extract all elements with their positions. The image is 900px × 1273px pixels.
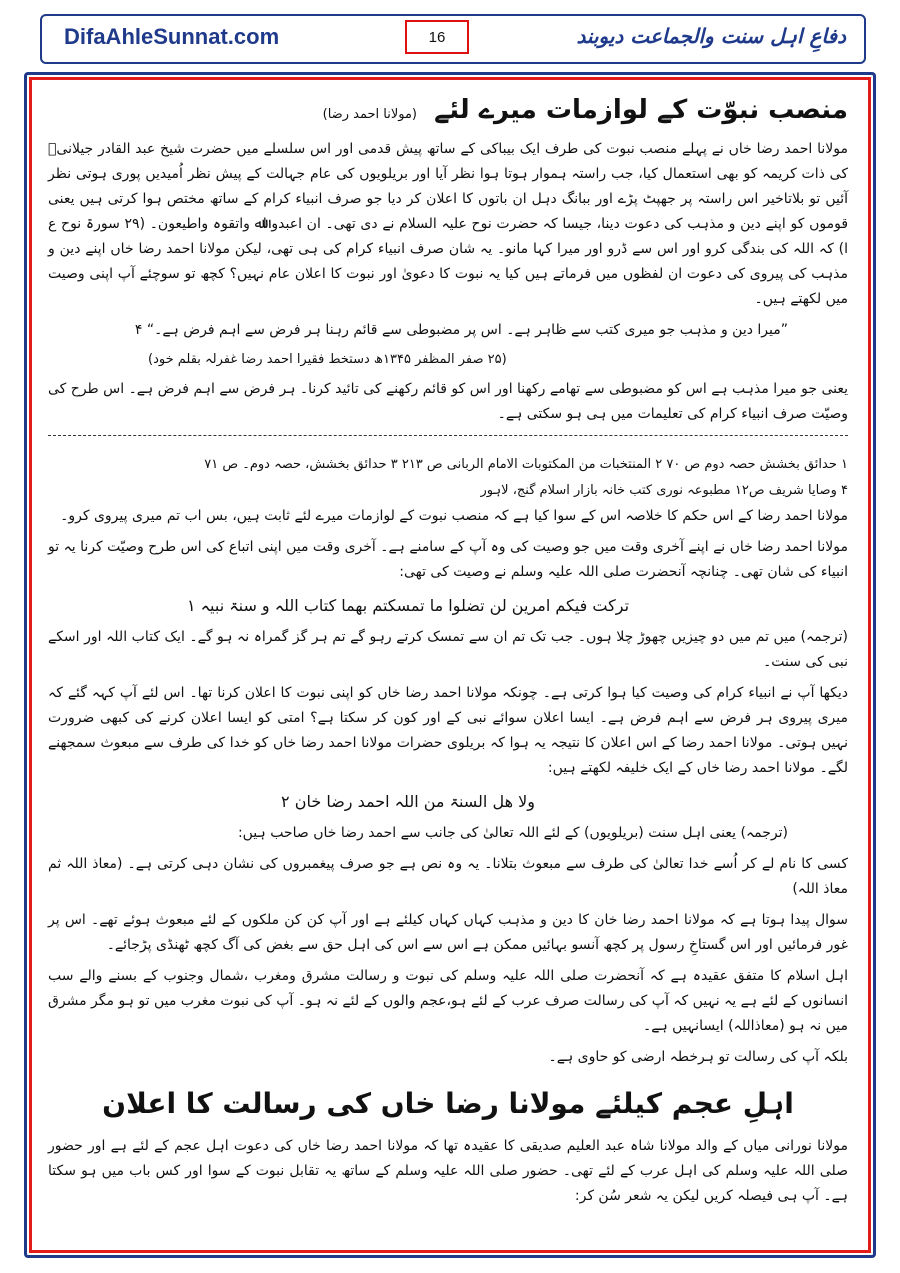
footnote: ۴ وصایا شریف ص۱۲ مطبوعہ نوری کتب خانہ بازار اسلام گنج، لاہور bbox=[480, 483, 848, 498]
quote-reference: (۲۵ صفر المظفر ۱۳۴۵ھ دستخط فقیرا احمد رضا غفرلہ بقلم خود) bbox=[148, 352, 507, 367]
paragraph: مولانا احمد رضا خاں نے پہلے منصب نبوت کی طرف ایک بیباکی کے ساتھ پیش قدمی اور اس سلسلے میں حضرت شیخ عبد القادر جیلانیؒ کی ذات کریمہ کو بھی استعمال کیا، جب راستہ ہموار ہوتا ہوا نظر آیا اور بریلویوں کی عام جہالت کے پیش نظر اُمیدیں پوری ہوتی نظر آئیں تو بلاتاخیر اس راستہ پر جھپٹ پڑے اور ببانگ دہل ان باتوں کا اعلان کر دیا جو صرف انبیاء کرام کے ساتھ مختص ہوا کرتی ہیں یعنی قوموں کو اپنے دین و مذہب کی دعوت دینا، جیسا کہ حضرت نوح علیہ السلام نے دی تھی۔ ان اعبدو اﷲ واتقوہ واطیعون۔ (۲۹ سورۃ نوح ع ا) کہ اللہ کی بندگی کرو اور اس سے ڈرو اور میرا کہا مانو۔ یہ شان صرف انبیاء کرام کی ہی تھی، لیکن مولانا احمد رضا خاں اپنے دین و مذہب کی پیروی کی دعوت ان لفظوں میں فرماتے ہیں کیا یہ نبوت کا دعویٰ اور نبوت کا اعلان عام نہیں؟ کچھ تو سوچئے آپ اپنی وصیت میں لکھتے ہیں۔ bbox=[48, 141, 849, 307]
footnote-divider bbox=[48, 435, 848, 436]
translation: (ترجمہ) یعنی اہل سنت (بریلویوں) کے لئے اللہ تعالیٰ کی جانب سے احمد رضا خاں صاحب ہیں: bbox=[237, 825, 788, 841]
will-quote: ”میرا دین و مذہب جو میری کتب سے ظاہر ہے۔ اس پر مضبوطی سے قائم رہنا ہر فرض سے اہم فرض ہے۔“ ۴ bbox=[134, 322, 788, 338]
paragraph: مولانا نورانی میاں کے والد مولانا شاہ عبد العلیم صدیقی کا عقیدہ تھا کہ مولانا احمد رضا خاں کی دعوت اہل عجم کے لئے ہے اور حضور صلی اللہ علیہ وسلم کی اہل عرب کے لئے تھی۔ حضور صلی اللہ علیہ وسلم کے ساتھ یہ تقابل نبوت کے سوا اور کس باب میں ہو سکتا ہے۔ آپ ہی فیصلہ کریں لیکن یہ شعر سُن کر: bbox=[48, 1138, 848, 1204]
section-title-note: (مولانا احمد رضا) bbox=[322, 107, 417, 122]
paragraph: مولانا احمد رضا خاں نے اپنے آخری وقت میں جو وصیت کی وہ آپ کے سامنے ہے۔ آخری وقت میں اپنی اتباع کی اس طرح وصیّت کرنا یہ تو انبیاء کی شان تھی۔ چنانچہ آنحضرت صلی اللہ علیہ وسلم نے وصیت کی تھی: bbox=[48, 539, 848, 580]
footnote: ۱ حدائق بخشش حصہ دوم ص ۷۰ ۲ المنتخبات من المکتوبات الامام الربانی ص ۲۱۳ ۳ حدائق بخشش، حصہ دوم۔ ص ۷۱ bbox=[204, 457, 848, 472]
section-heading bbox=[48, 92, 848, 133]
translation: (ترجمہ) میں تم میں دو چیزیں چھوڑ چلا ہوں۔ جب تک تم ان سے تمسک کرتے رہو گے تم ہر گز گمراہ نہ ہو گے۔ ایک کتاب اللہ اور اسکے نبی کی سنت۔ bbox=[48, 629, 848, 670]
arabic-text: ولا ھل السنۃ من اللہ احمد رضا خان ۲ bbox=[281, 792, 535, 811]
section-heading-2: اہلِ عجم کیلئے مولانا رضا خاں کی رسالت کا اعلان bbox=[102, 1087, 794, 1120]
site-url[interactable]: DifaAhleSunnat.com bbox=[64, 24, 280, 49]
paragraph: سوال پیدا ہوتا ہے کہ مولانا احمد رضا خان کا دین و مذہب کہاں کہاں کیلئے ہے اور آپ کن کن ملکوں کے لئے مبعوث ہوئے تھے۔ اس پر غور فرمائیں اور اس گستاخِ رسول پر کچھ آنسو بہائیں ممکن ہے اس سے اس کی اہل حق سے بغض کی آگ کچھ ٹھنڈی پڑجائے۔ bbox=[48, 912, 848, 953]
paragraph: دیکھا آپ نے انبیاء کرام کی وصیت کیا ہوا کرتی ہے۔ چونکہ مولانا احمد رضا خاں کو اپنی نبوت کا اعلان کرنا تھا۔ اس لئے آپ کہہ گئے کہ میری پیروی ہر فرض سے اہم فرض ہے۔ ایسا اعلان سوائے نبی کے اور کون کر سکتا ہے؟ امتی کو ایسا اعلان کرنے کی کبھی ضرورت نہیں ہوتی۔ مولانا احمد رضا کے اس اعلان کا نتیجہ یہ ہوا کہ بریلوی حضرات مولانا احمد رضا خاں کو خدا کی طرف سے مبعوث سمجھنے لگے۔ مولانا احمد رضا خاں کے ایک خلیفہ لکھتے ہیں: bbox=[48, 685, 848, 776]
page-number-box bbox=[405, 20, 469, 54]
paragraph: کسی کا نام لے کر اُسے خدا تعالیٰ کی طرف سے مبعوث بتلانا۔ یہ وہ نص ہے جو صرف پیغمبروں کی نشان دہی کرتی ہے۔ (معاذ اللہ ثم معاذ اللہ) bbox=[48, 856, 848, 897]
paragraph: مولانا احمد رضا کے اس حکم کا خلاصہ اس کے سوا کیا ہے کہ منصب نبوت کے لوازمات میرے لئے ثابت ہیں، بس اب تم میری پیروی کرو۔ bbox=[60, 508, 848, 524]
page-content bbox=[48, 92, 848, 1215]
paragraph: اہل اسلام کا متفق عقیدہ ہے کہ آنحضرت صلی اللہ علیہ وسلم کی نبوت و رسالت مشرق ومغرب ،شمال وجنوب کے بسنے والے سب انسانوں کے لئے ہے یہ نہیں کہ آپ کی رسالت صرف عرب کے لئے ہو،عجم والوں کے لئے نہ ہو۔ آپ کی نبوت مغرب میں تو ہو مگر مشرق میں نہ ہو (معاذاللہ) ایسانہیں ہے۔ bbox=[48, 968, 848, 1034]
arabic-text: ترکت فیکم امرین لن تضلوا ما تمسکتم بھما کتاب اللہ و سنۃ نبیہ ۱ bbox=[186, 596, 630, 615]
paragraph: یعنی جو میرا مذہب ہے اس کو مضبوطی سے تھامے رکھنا اور اس کو قائم رکھنے کی تائید کرنا۔ ہر فرض سے اہم فرض ہے۔ اس طرح کی وصیّت صرف انبیاء کرام کی تعلیمات میں ہی ہو سکتی ہے۔ bbox=[48, 381, 848, 422]
section-title: منصب نبوّت کے لوازمات میرے لئے bbox=[434, 95, 848, 125]
paragraph: بلکہ آپ کی رسالت تو ہرخطہ ارضی کو حاوی ہے۔ bbox=[548, 1049, 848, 1065]
page-number: 16 bbox=[428, 28, 446, 46]
book-title: دفاعِ اہل سنت والجماعت دیوبند bbox=[576, 24, 846, 48]
page-header bbox=[40, 14, 866, 64]
